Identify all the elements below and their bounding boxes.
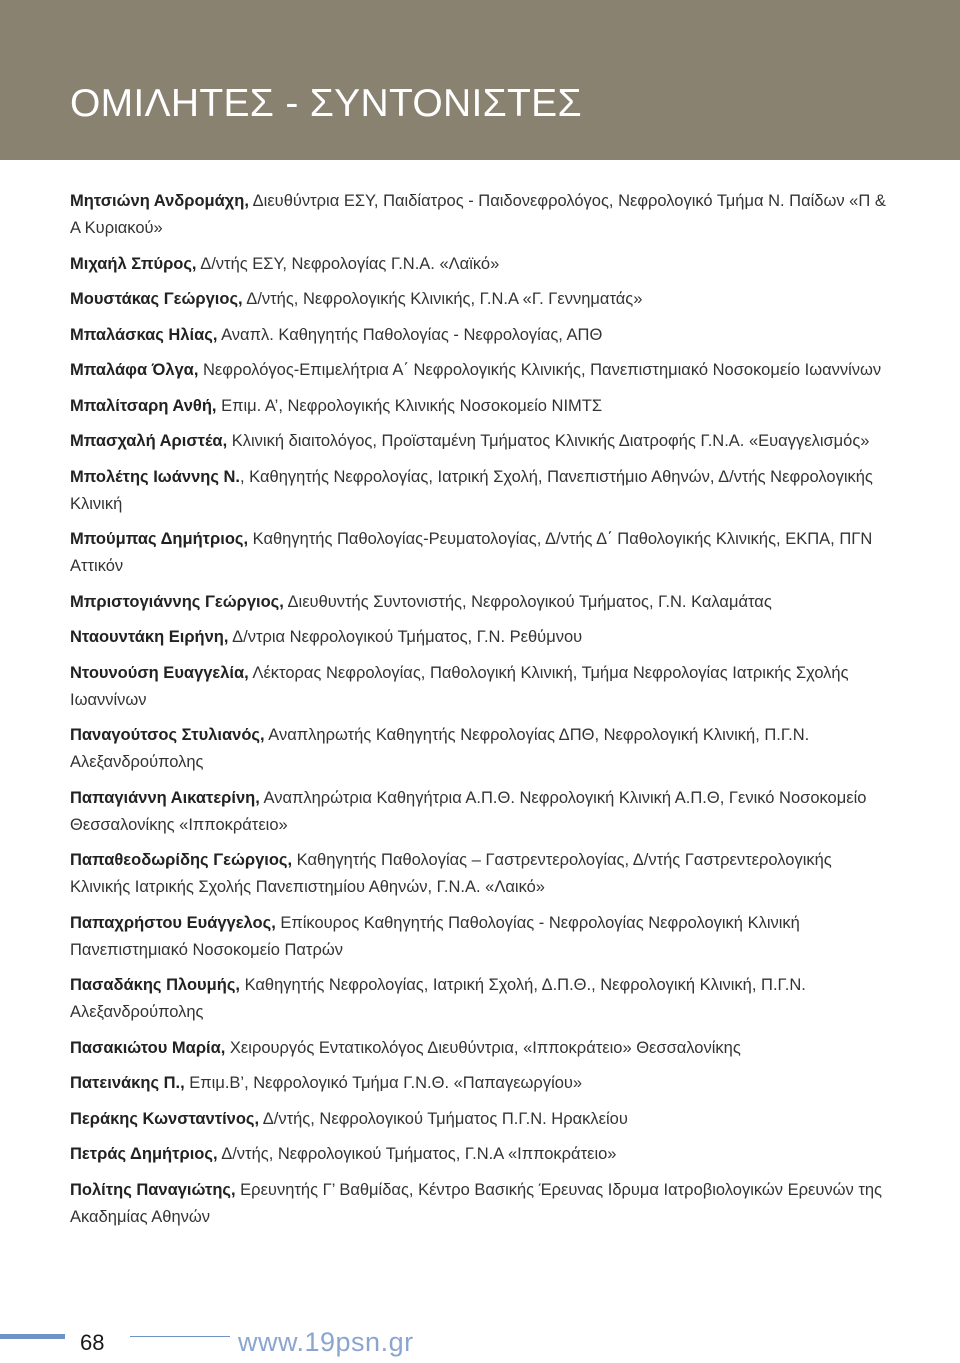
header-band xyxy=(0,0,960,160)
speaker-name: Μπαλίτσαρη Ανθή, xyxy=(70,396,217,415)
speaker-name: Πετράς Δημήτριος, xyxy=(70,1145,218,1163)
speaker-entry xyxy=(70,428,890,455)
speaker-name: Μπαλάσκας Ηλίας, xyxy=(70,325,218,344)
speaker-name: Παπαγιάννη Αικατερίνη, xyxy=(70,788,260,807)
speaker-role: Αναπληρωτής Καθηγητής Νεφρολογίας ΔΠΘ, Νεφρολογική Κλινική, Π.Γ.Ν. Αλεξανδρούπολης xyxy=(70,726,810,771)
speaker-name: Μουστάκας Γεώργιος, xyxy=(70,290,243,308)
speaker-role: Αναπλ. Καθηγητής Παθολογίας - Νεφρολογίας, ΑΠΘ xyxy=(217,325,603,344)
footer-divider xyxy=(130,1336,230,1337)
speaker-role: Αναπληρώτρια Καθηγήτρια Α.Π.Θ. Νεφρολογική Κλινική Α.Π.Θ, Γενικό Νοσοκομείο Θεσσαλονίκης «Ιπποκράτειο» xyxy=(70,788,867,834)
speaker-role: Δ/ντής, Νεφρολογικής Κλινικής, Γ.Ν.Α «Γ. Γεννηματάς» xyxy=(242,290,643,308)
speaker-role: Νεφρολόγος-Επιμελήτρια Α΄ Νεφρολογικής Κλινικής, Πανεπιστημιακό Νοσοκομείο Ιωαννίνων xyxy=(198,361,882,379)
speaker-name: Μπολέτης Ιωάννης Ν. xyxy=(70,467,240,486)
speaker-entry xyxy=(70,1070,890,1097)
speaker-role: , Καθηγητής Νεφρολογίας, Ιατρική Σχολή, Πανεπιστήμιο Αθηνών, Δ/ντής Νεφρολογικής Κλινική xyxy=(70,467,873,513)
speaker-entry xyxy=(70,251,890,278)
speaker-role: Χειρουργός Εντατικολόγος Διευθύντρια, «Ιπποκράτειο» Θεσσαλονίκης xyxy=(225,1038,741,1057)
speaker-name: Παναγούτσος Στυλιανός, xyxy=(70,726,265,744)
website-link[interactable]: www.19psn.gr xyxy=(238,1327,414,1357)
speaker-role: Ερευνητής Γ’ Βαθμίδας, Κέντρο Βασικής Έρευνας Ιδρυμα Ιατροβιολογικών Ερευνών της Ακαδημίας Αθηνών xyxy=(70,1180,883,1226)
speaker-entry xyxy=(70,393,890,420)
speaker-name: Μπαλάφα Όλγα, xyxy=(70,361,199,379)
speaker-role: Επίκουρος Καθηγητής Παθολογίας - Νεφρολογίας Νεφρολογική Κλινική Πανεπιστημιακό Νοσοκομείο Πατρών xyxy=(70,913,800,959)
speaker-role: Δ/ντής ΕΣΥ, Νεφρολογίας Γ.Ν.Α. «Λαϊκό» xyxy=(196,254,500,273)
page-number: 68 xyxy=(80,1330,105,1355)
speaker-role: Δ/ντής, Νεφρολογικού Τμήματος Π.Γ.Ν. Ηρακλείου xyxy=(259,1109,628,1128)
speaker-entry xyxy=(70,526,890,580)
speaker-entry xyxy=(70,357,890,384)
speaker-name: Πασαδάκης Πλουμής, xyxy=(70,976,240,994)
speaker-list xyxy=(70,188,890,1239)
speaker-entry xyxy=(70,1035,890,1062)
speaker-entry xyxy=(70,1141,890,1168)
speaker-name: Παπαχρήστου Ευάγγελος, xyxy=(70,913,276,932)
speaker-entry xyxy=(70,910,890,964)
speaker-name: Πασακιώτου Μαρία, xyxy=(70,1038,226,1057)
speaker-name: Μητσιώνη Ανδρομάχη, xyxy=(70,192,249,210)
speaker-role: Καθηγητής Παθολογίας-Ρευματολογίας, Δ/ντής Δ΄ Παθολογικής Κλινικής, ΕΚΠΑ, ΠΓΝ Αττικόν xyxy=(70,530,873,575)
speaker-entry xyxy=(70,589,890,616)
speaker-name: Πατεινάκης Π., xyxy=(70,1074,185,1092)
footer-accent-bar xyxy=(0,1334,65,1339)
speaker-entry xyxy=(70,464,890,518)
speaker-entry xyxy=(70,624,890,651)
speaker-role: Καθηγητής Παθολογίας – Γαστρεντερολογίας, Δ/ντής Γαστρεντερολογικής Κλινικής Ιατρικής Σχολής Πανεπιστημίου Αθηνών, Γ.Ν.Α. «Λαικό» xyxy=(70,851,832,896)
speaker-role: Επιμ.Β’, Νεφρολογικό Τμήμα Γ.Ν.Θ. «Παπαγεωργίου» xyxy=(184,1074,583,1092)
speaker-entry xyxy=(70,1106,890,1133)
speaker-name: Μπριστογιάννης Γεώργιος, xyxy=(70,592,284,611)
speaker-role: Διευθυντής Συντονιστής, Νεφρολογικού Τμήματος, Γ.Ν. Καλαμάτας xyxy=(283,592,772,611)
speaker-name: Πολίτης Παναγιώτης, xyxy=(70,1180,236,1199)
speaker-entry xyxy=(70,972,890,1026)
speaker-role: Δ/ντρια Νεφρολογικού Τμήματος, Γ.Ν. Ρεθύμνου xyxy=(228,628,583,646)
speaker-entry xyxy=(70,847,890,901)
speaker-entry xyxy=(70,722,890,776)
speaker-name: Περάκης Κωνσταντίνος, xyxy=(70,1109,260,1128)
speaker-name: Μπούμπας Δημήτριος, xyxy=(70,530,249,548)
speaker-entry xyxy=(70,660,890,714)
speaker-name: Μπασχαλή Αριστέα, xyxy=(70,432,228,450)
speaker-name: Μιχαήλ Σπύρος, xyxy=(70,254,197,273)
speaker-entry xyxy=(70,286,890,313)
speaker-role: Επιμ. Α’, Νεφρολογικής Κλινικής Νοσοκομείο ΝΙΜΤΣ xyxy=(216,396,603,415)
speaker-name: Παπαθεοδωρίδης Γεώργιος, xyxy=(70,851,293,869)
speaker-name: Ντουνούση Ευαγγελία, xyxy=(70,663,249,682)
speaker-role: Δ/ντής, Νεφρολογικού Τμήματος, Γ.Ν.Α «Ιπποκράτειο» xyxy=(217,1145,617,1163)
speaker-entry xyxy=(70,1177,890,1231)
speaker-name: Νταουντάκη Ειρήνη, xyxy=(70,628,229,646)
speaker-role: Καθηγητής Νεφρολογίας, Ιατρική Σχολή, Δ.Π.Θ., Νεφρολογική Κλινική, Π.Γ.Ν. Αλεξανδρούπολης xyxy=(70,976,806,1021)
speaker-role: Κλινική διαιτολόγος, Προϊσταμένη Τμήματος Κλινικής Διατροφής Γ.Ν.Α. «Ευαγγελισμός» xyxy=(227,432,870,450)
speaker-entry xyxy=(70,785,890,839)
speaker-role: Λέκτορας Νεφρολογίας, Παθολογική Κλινική, Τμήμα Νεφρολογίας Ιατρικής Σχολής Ιωαννίνων xyxy=(70,663,849,709)
speaker-role: Διευθύντρια ΕΣΥ, Παιδίατρος - Παιδονεφρολόγος, Νεφρολογικό Τμήμα Ν. Παίδων «Π & Α Κυριακού» xyxy=(70,192,886,237)
speaker-entry xyxy=(70,322,890,349)
speaker-entry xyxy=(70,188,890,242)
page-title: ΟΜΙΛΗΤΕΣ - ΣΥΝΤΟΝΙΣΤΕΣ xyxy=(70,82,582,125)
